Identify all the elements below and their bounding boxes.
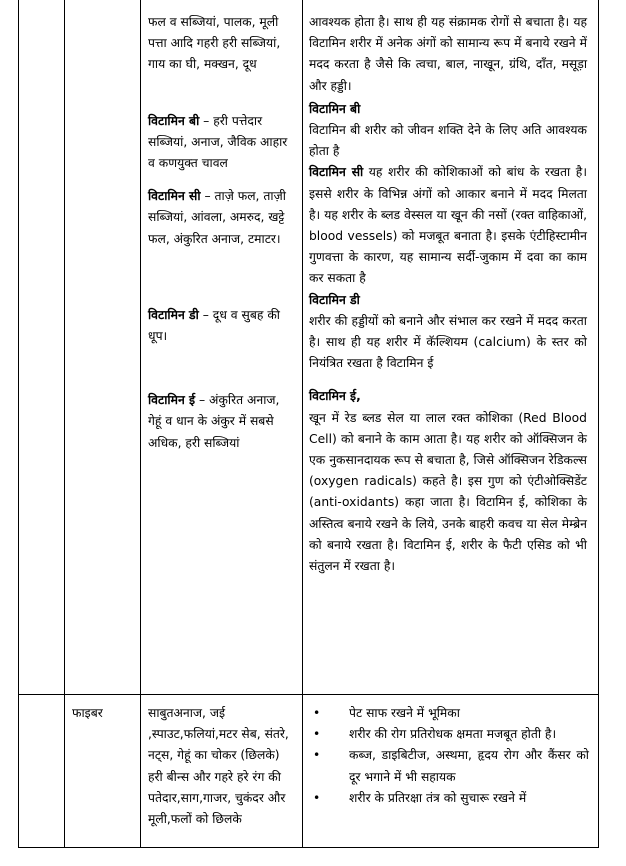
vitamin-c-label: विटामिन सी [148, 189, 201, 204]
vitamin-e-heading: विटामिन ई, [309, 389, 361, 404]
fiber-sources: साबुतअनाज, जई ,स्पाउट,फलियां,मटर सेब, संतरे, नट्स, गेहूं का चोकर (छिलके) हरी बीन्स और गहरे हरे रंग की पतेदार,साग,गाजर, चुकंदर और मूली,फलों को छिलके [148, 706, 289, 827]
bullet-icon: • [313, 706, 321, 720]
vitamin-b-benefits: विटामिन बी शरीर को जीवन शक्ति देने के लिए अति आवश्यक होता है [309, 123, 587, 159]
table-border-left [18, 0, 19, 848]
vitamin-e-sources-text: – अंकुरित अनाज, गेहूं व धान के अंकुर में सबसे अधिक, हरी सब्जियां [148, 393, 280, 450]
vitamin-b-sources [148, 111, 296, 175]
bullet-icon: • [313, 790, 321, 805]
row2-benefits-cell [309, 703, 589, 809]
vitamin-d-heading: विटामिन डी [309, 292, 360, 307]
table-col-divider-3 [302, 0, 303, 848]
vitamin-b-sources-text: – हरी पत्तेदार सब्जियां, अनाज, जैविक आहार व कणयुक्त चावल [148, 113, 288, 171]
row2-sources-cell [148, 703, 298, 830]
vitamin-e-benefits: खून में रेड ब्लड सेल या लाल रक्त कोशिका (Red Blood Cell) को बनाने के काम आता है। यह शरीर को ऑक्सिजन के एक नुकसानदायक रूप से बचाता है, जिसे ऑक्सिजन रेडिकल्स (oxygen radicals) कहते है। इस गुण को एंटीओक्सिडेंट (anti-oxidants) कहा जाता है। विटामिन ई, कोशिका के अस्तित्व बनाये रखने के लिये, उनके बाहरी कवच या सेल मेम्ब्रेन को बनाये रखता है। विटामिन ई, शरीर के फैटी एसिड को भी संतुलन में रखता है। [309, 410, 587, 574]
bullet-icon: • [313, 727, 321, 742]
fiber-benefit-item: • कब्ज, डाइबिटीज, अस्थमा, हृदय रोग और कैंसर को दूर भगाने में भी सहायक [309, 745, 589, 787]
table-col-divider-2 [140, 0, 141, 848]
vitamin-e-label: विटामिन ई [148, 393, 196, 408]
table-col-divider-1 [64, 0, 65, 848]
vitamin-d-sources-text: – दूध व सुबह की धूप। [148, 307, 280, 344]
vitamin-d-benefits: शरीर की हड्डीयों को बनाने और संभाल कर रखने में मदद करता है। साथ ही यह शरीर में कॅल्शियम (calcium) के स्तर को नियंत्रित रखता है विटामिन ई [309, 313, 587, 371]
vitamin-a-benefits-continued: आवश्यक होता है। साथ ही यह संक्रामक रोगों से बचाता है। यह विटामिन शरीर में अनेक अंगों को सामान्य रूप में बनाये रखने में मदद करता है जैसे कि त्वचा, बाल, नाखून, ग्रंथि, दाँत, मसूड़ा और हड्डी। [309, 15, 587, 93]
bullet-icon: • [313, 748, 321, 763]
fiber-benefit-item: • पेट साफ रखने में भूमिका [309, 703, 589, 724]
vitamin-e-sources [148, 390, 296, 454]
vitamin-c-benefits [309, 162, 587, 289]
vitamin-c-sources [148, 186, 296, 250]
fiber-benefit-item: • शरीर के प्रतिरक्षा तंत्र को सुचारू रखने में [309, 788, 589, 809]
vitamin-b-label: विटामिन बी [148, 113, 200, 128]
row1-benefits-cell [309, 12, 587, 577]
table-border-bottom [18, 847, 599, 848]
vitamin-c-sources-text: – ताज़े फल, ताज़ी सब्जियां, आंवला, अमरुद, खट्टे फल, अंकुरित अनाज, टमाटर। [148, 189, 286, 246]
fiber-label: फाइबर [72, 706, 103, 720]
row1-sources-cell [148, 12, 296, 454]
row2-nutrient-cell [72, 703, 136, 724]
vitamin-b-heading: विटामिन बी [309, 101, 361, 116]
fiber-benefit-item: • शरीर की रोग प्रतिरोधक क्षमता मजबूत होती है। [309, 724, 589, 745]
vitamin-c-benefits-text: यह शरीर की कोशिकाओं को बांध के रखता है। इससे शरीर के विभिन्न अंगों को आकार बनाने में मदद मिलता है। यह शरीर के ब्लड वेस्सल या खून की नसों (रक्त वाहिकाओं, blood vessels) को मजबूत बनाता है। इसके एंटीहिस्टामीन गुणवत्ता के कारण, यह सामान्य सर्दी-जुकाम में दवा का काम कर सकता है [309, 165, 588, 286]
table-row-divider [18, 694, 599, 695]
vitamin-c-heading: विटामिन सी [309, 165, 364, 180]
vitamin-d-label: विटामिन डी [148, 307, 199, 322]
table-border-right [598, 0, 599, 848]
vitamin-a-sources-continued: फल व सब्जियां, पालक, मूली पत्ता आदि गहरी हरी सब्जियां, गाय का घी, मक्खन, दूध [148, 15, 281, 72]
vitamin-d-sources [148, 305, 296, 347]
